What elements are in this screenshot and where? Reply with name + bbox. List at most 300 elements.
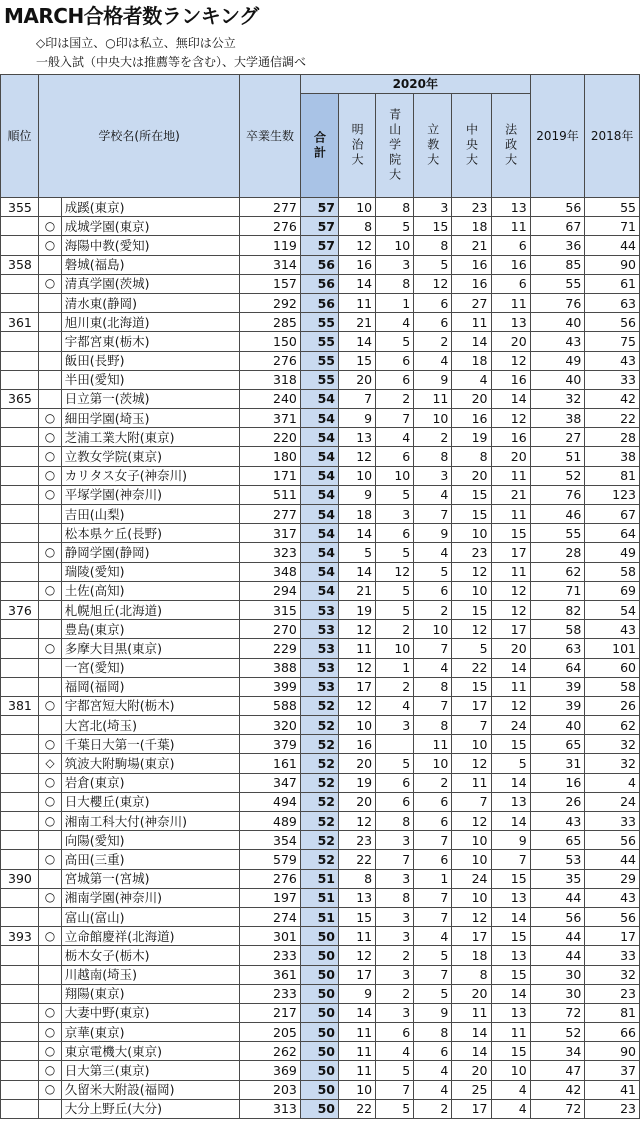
y2018-cell: 32	[585, 965, 640, 984]
aoyama-cell: 2	[376, 389, 414, 408]
rikkyo-cell: 6	[414, 293, 452, 312]
rank-cell	[1, 792, 39, 811]
school-name: 大妻中野(東京)	[61, 1003, 239, 1022]
graduates-cell: 197	[240, 888, 301, 907]
chuo-cell: 24	[452, 869, 491, 888]
rank-cell	[1, 447, 39, 466]
total-cell: 52	[300, 696, 338, 715]
meiji-cell: 9	[339, 409, 376, 428]
rikkyo-cell: 4	[414, 658, 452, 677]
chuo-cell: 23	[452, 198, 491, 217]
school-name: 札幌旭丘(北海道)	[61, 600, 239, 619]
aoyama-cell: 10	[376, 466, 414, 485]
rank-cell	[1, 658, 39, 677]
chuo-cell: 23	[452, 543, 491, 562]
graduates-cell: 348	[240, 562, 301, 581]
y2019-cell: 35	[530, 869, 585, 888]
graduates-cell: 371	[240, 409, 301, 428]
chuo-cell: 15	[452, 485, 491, 504]
y2018-cell: 90	[585, 1042, 640, 1061]
y2018-cell: 37	[585, 1061, 640, 1080]
rank-cell	[1, 831, 39, 850]
type-mark	[39, 293, 62, 312]
rikkyo-cell: 7	[414, 965, 452, 984]
total-cell: 54	[300, 447, 338, 466]
aoyama-cell: 3	[376, 869, 414, 888]
y2018-cell: 32	[585, 754, 640, 773]
graduates-cell: 292	[240, 293, 301, 312]
meiji-cell: 21	[339, 581, 376, 600]
table-row	[1, 888, 640, 907]
aoyama-cell: 4	[376, 428, 414, 447]
y2019-cell: 76	[530, 293, 585, 312]
y2019-cell: 71	[530, 581, 585, 600]
table-row	[1, 965, 640, 984]
y2018-cell: 56	[585, 831, 640, 850]
y2018-cell: 123	[585, 485, 640, 504]
y2018-cell: 69	[585, 581, 640, 600]
meiji-cell: 22	[339, 850, 376, 869]
school-name: 宮城第一(宮城)	[61, 869, 239, 888]
hosei-cell: 14	[491, 907, 530, 926]
rank-cell	[1, 1023, 39, 1042]
rank-cell	[1, 907, 39, 926]
chuo-cell: 15	[452, 677, 491, 696]
rikkyo-cell: 5	[414, 255, 452, 274]
aoyama-cell: 2	[376, 946, 414, 965]
rank-cell	[1, 562, 39, 581]
hosei-cell: 10	[491, 1061, 530, 1080]
rank-cell	[1, 1003, 39, 1022]
chuo-cell: 20	[452, 984, 491, 1003]
rank-cell	[1, 850, 39, 869]
chuo-cell: 12	[452, 812, 491, 831]
rikkyo-cell: 9	[414, 1003, 452, 1022]
school-name: 日大第三(東京)	[61, 1061, 239, 1080]
aoyama-cell: 4	[376, 696, 414, 715]
hosei-cell: 16	[491, 428, 530, 447]
chuo-cell: 15	[452, 505, 491, 524]
meiji-cell: 9	[339, 984, 376, 1003]
rank-cell	[1, 735, 39, 754]
hosei-cell: 16	[491, 370, 530, 389]
chuo-cell: 10	[452, 735, 491, 754]
total-cell: 51	[300, 869, 338, 888]
type-mark: ○	[39, 581, 62, 600]
type-mark	[39, 389, 62, 408]
total-cell: 54	[300, 389, 338, 408]
chuo-cell: 12	[452, 907, 491, 926]
rikkyo-cell: 3	[414, 198, 452, 217]
page-title: MARCH合格者数ランキング	[4, 4, 259, 28]
y2018-cell: 32	[585, 735, 640, 754]
rikkyo-cell: 10	[414, 620, 452, 639]
table-row	[1, 984, 640, 1003]
meiji-cell: 14	[339, 1003, 376, 1022]
hosei-cell: 16	[491, 255, 530, 274]
hosei-cell: 15	[491, 1042, 530, 1061]
rank-cell	[1, 812, 39, 831]
rank-cell	[1, 370, 39, 389]
graduates-cell: 294	[240, 581, 301, 600]
chuo-cell: 10	[452, 831, 491, 850]
table-row	[1, 639, 640, 658]
total-cell: 55	[300, 370, 338, 389]
table-row	[1, 293, 640, 312]
rank-cell	[1, 581, 39, 600]
y2019-cell: 72	[530, 1003, 585, 1022]
y2018-cell: 23	[585, 1099, 640, 1118]
hosei-cell: 17	[491, 620, 530, 639]
table-row	[1, 485, 640, 504]
rikkyo-cell: 2	[414, 332, 452, 351]
rikkyo-cell: 9	[414, 370, 452, 389]
graduates-cell: 150	[240, 332, 301, 351]
chuo-cell: 11	[452, 1003, 491, 1022]
total-cell: 55	[300, 351, 338, 370]
meiji-cell: 14	[339, 562, 376, 581]
type-mark: ○	[39, 1003, 62, 1022]
aoyama-cell: 7	[376, 1080, 414, 1099]
aoyama-cell: 8	[376, 274, 414, 293]
aoyama-cell: 2	[376, 677, 414, 696]
hosei-cell: 12	[491, 696, 530, 715]
meiji-cell: 17	[339, 677, 376, 696]
header-aoyama: 青山学院大	[376, 94, 414, 198]
table-row	[1, 236, 640, 255]
chuo-cell: 7	[452, 716, 491, 735]
graduates-cell: 588	[240, 696, 301, 715]
chuo-cell: 20	[452, 466, 491, 485]
meiji-cell: 8	[339, 869, 376, 888]
y2019-cell: 43	[530, 332, 585, 351]
rikkyo-cell: 2	[414, 773, 452, 792]
type-mark: ○	[39, 1080, 62, 1099]
hosei-cell: 12	[491, 581, 530, 600]
school-name: 栃木女子(栃木)	[61, 946, 239, 965]
rikkyo-cell: 7	[414, 888, 452, 907]
y2019-cell: 16	[530, 773, 585, 792]
y2019-cell: 30	[530, 965, 585, 984]
hosei-cell: 24	[491, 716, 530, 735]
type-mark	[39, 620, 62, 639]
rank-cell	[1, 428, 39, 447]
rikkyo-cell: 11	[414, 735, 452, 754]
rikkyo-cell: 6	[414, 850, 452, 869]
graduates-cell: 203	[240, 1080, 301, 1099]
chuo-cell: 14	[452, 1042, 491, 1061]
rikkyo-cell: 5	[414, 562, 452, 581]
y2018-cell: 38	[585, 447, 640, 466]
meiji-cell: 15	[339, 907, 376, 926]
y2018-cell: 43	[585, 351, 640, 370]
table-row	[1, 1042, 640, 1061]
total-cell: 53	[300, 620, 338, 639]
meiji-cell: 22	[339, 1099, 376, 1118]
type-mark: ○	[39, 1042, 62, 1061]
graduates-cell: 276	[240, 217, 301, 236]
school-name: 飯田(長野)	[61, 351, 239, 370]
rank-cell	[1, 716, 39, 735]
aoyama-cell: 2	[376, 620, 414, 639]
hosei-cell: 11	[491, 293, 530, 312]
hosei-cell: 6	[491, 274, 530, 293]
total-cell: 50	[300, 984, 338, 1003]
rikkyo-cell: 1	[414, 869, 452, 888]
meiji-cell: 12	[339, 658, 376, 677]
chuo-cell: 12	[452, 620, 491, 639]
hosei-cell: 12	[491, 600, 530, 619]
rikkyo-cell: 6	[414, 1042, 452, 1061]
school-name: 日立第一(茨城)	[61, 389, 239, 408]
aoyama-cell: 6	[376, 351, 414, 370]
total-cell: 54	[300, 543, 338, 562]
school-name: 芝浦工業大附(東京)	[61, 428, 239, 447]
meiji-cell: 11	[339, 1023, 376, 1042]
total-cell: 53	[300, 600, 338, 619]
y2019-cell: 51	[530, 447, 585, 466]
type-mark	[39, 600, 62, 619]
rank-cell	[1, 485, 39, 504]
graduates-cell: 205	[240, 1023, 301, 1042]
y2018-cell: 4	[585, 773, 640, 792]
type-mark: ○	[39, 447, 62, 466]
type-mark	[39, 907, 62, 926]
hosei-cell: 13	[491, 198, 530, 217]
graduates-cell: 180	[240, 447, 301, 466]
rikkyo-cell: 2	[414, 1099, 452, 1118]
table-row	[1, 831, 640, 850]
rank-cell: 355	[1, 198, 39, 217]
aoyama-cell: 2	[376, 984, 414, 1003]
type-mark: ◇	[39, 754, 62, 773]
rikkyo-cell: 12	[414, 274, 452, 293]
y2019-cell: 65	[530, 735, 585, 754]
aoyama-cell: 7	[376, 409, 414, 428]
total-cell: 54	[300, 409, 338, 428]
school-name: 吉田(山梨)	[61, 505, 239, 524]
chuo-cell: 16	[452, 255, 491, 274]
type-mark: ○	[39, 735, 62, 754]
total-cell: 50	[300, 1003, 338, 1022]
total-cell: 52	[300, 716, 338, 735]
total-cell: 50	[300, 965, 338, 984]
meiji-cell: 14	[339, 274, 376, 293]
rikkyo-cell: 7	[414, 696, 452, 715]
rank-cell	[1, 1042, 39, 1061]
aoyama-cell: 6	[376, 524, 414, 543]
total-cell: 50	[300, 1099, 338, 1118]
total-cell: 54	[300, 524, 338, 543]
aoyama-cell: 4	[376, 1042, 414, 1061]
school-name: 半田(愛知)	[61, 370, 239, 389]
table-row	[1, 255, 640, 274]
rank-cell	[1, 620, 39, 639]
table-row	[1, 274, 640, 293]
y2018-cell: 24	[585, 792, 640, 811]
total-cell: 53	[300, 639, 338, 658]
total-cell: 52	[300, 754, 338, 773]
y2018-cell: 54	[585, 600, 640, 619]
table-row	[1, 447, 640, 466]
aoyama-cell: 8	[376, 198, 414, 217]
aoyama-cell: 3	[376, 716, 414, 735]
rank-cell	[1, 466, 39, 485]
hosei-cell: 15	[491, 869, 530, 888]
meiji-cell: 10	[339, 1080, 376, 1099]
meiji-cell: 7	[339, 389, 376, 408]
y2019-cell: 43	[530, 812, 585, 831]
type-mark: ○	[39, 927, 62, 946]
type-mark	[39, 505, 62, 524]
y2018-cell: 61	[585, 274, 640, 293]
total-cell: 53	[300, 658, 338, 677]
table-row	[1, 351, 640, 370]
y2018-cell: 56	[585, 313, 640, 332]
school-name: 立命館慶祥(北海道)	[61, 927, 239, 946]
header-hosei: 法政大	[491, 94, 530, 198]
graduates-cell: 171	[240, 466, 301, 485]
aoyama-cell: 5	[376, 543, 414, 562]
graduates-cell: 277	[240, 198, 301, 217]
aoyama-cell: 6	[376, 773, 414, 792]
school-name: 土佐(高知)	[61, 581, 239, 600]
chuo-cell: 8	[452, 447, 491, 466]
rikkyo-cell: 8	[414, 236, 452, 255]
hosei-cell: 7	[491, 850, 530, 869]
y2019-cell: 52	[530, 466, 585, 485]
table-row	[1, 792, 640, 811]
graduates-cell: 388	[240, 658, 301, 677]
y2019-cell: 42	[530, 1080, 585, 1099]
y2018-cell: 33	[585, 946, 640, 965]
y2019-cell: 72	[530, 1099, 585, 1118]
y2018-cell: 33	[585, 812, 640, 831]
rank-cell	[1, 293, 39, 312]
total-cell: 54	[300, 562, 338, 581]
meiji-cell: 20	[339, 754, 376, 773]
rank-cell	[1, 773, 39, 792]
rikkyo-cell: 11	[414, 389, 452, 408]
type-mark	[39, 370, 62, 389]
rikkyo-cell: 7	[414, 639, 452, 658]
graduates-cell: 217	[240, 1003, 301, 1022]
hosei-cell: 12	[491, 351, 530, 370]
table-row	[1, 524, 640, 543]
aoyama-cell: 3	[376, 965, 414, 984]
y2019-cell: 28	[530, 543, 585, 562]
school-name: 大宮北(埼玉)	[61, 716, 239, 735]
type-mark	[39, 965, 62, 984]
y2018-cell: 75	[585, 332, 640, 351]
rikkyo-cell: 8	[414, 1023, 452, 1042]
rikkyo-cell: 2	[414, 600, 452, 619]
total-cell: 56	[300, 293, 338, 312]
school-name: 高田(三重)	[61, 850, 239, 869]
chuo-cell: 21	[452, 236, 491, 255]
table-row	[1, 1080, 640, 1099]
rikkyo-cell: 5	[414, 984, 452, 1003]
rikkyo-cell: 4	[414, 1080, 452, 1099]
type-mark: ○	[39, 274, 62, 293]
hosei-cell: 14	[491, 773, 530, 792]
y2019-cell: 63	[530, 639, 585, 658]
total-cell: 52	[300, 812, 338, 831]
graduates-cell: 274	[240, 907, 301, 926]
total-cell: 57	[300, 236, 338, 255]
chuo-cell: 10	[452, 888, 491, 907]
chuo-cell: 18	[452, 217, 491, 236]
rank-cell	[1, 1099, 39, 1118]
meiji-cell: 20	[339, 792, 376, 811]
total-cell: 54	[300, 581, 338, 600]
aoyama-cell: 4	[376, 313, 414, 332]
school-name: 松本県ケ丘(長野)	[61, 524, 239, 543]
rank-cell	[1, 274, 39, 293]
type-mark	[39, 313, 62, 332]
school-name: 岩倉(東京)	[61, 773, 239, 792]
school-name: 磐城(福島)	[61, 255, 239, 274]
rank-cell: 365	[1, 389, 39, 408]
rikkyo-cell: 4	[414, 543, 452, 562]
school-name: 久留米大附設(福岡)	[61, 1080, 239, 1099]
header-meiji: 明治大	[339, 94, 376, 198]
aoyama-cell: 3	[376, 505, 414, 524]
total-cell: 52	[300, 831, 338, 850]
table-row	[1, 1061, 640, 1080]
rank-cell	[1, 1061, 39, 1080]
hosei-cell: 20	[491, 332, 530, 351]
type-mark	[39, 716, 62, 735]
y2018-cell: 67	[585, 505, 640, 524]
hosei-cell: 12	[491, 409, 530, 428]
hosei-cell: 15	[491, 965, 530, 984]
header-year-2020: 2020年	[300, 75, 530, 94]
y2018-cell: 49	[585, 543, 640, 562]
school-name: 清水東(静岡)	[61, 293, 239, 312]
total-cell: 57	[300, 198, 338, 217]
y2018-cell: 44	[585, 850, 640, 869]
meiji-cell: 18	[339, 505, 376, 524]
hosei-cell: 14	[491, 389, 530, 408]
header-school: 学校名(所在地)	[39, 75, 240, 198]
aoyama-cell: 3	[376, 907, 414, 926]
y2018-cell: 44	[585, 236, 640, 255]
graduates-cell: 276	[240, 351, 301, 370]
chuo-cell: 7	[452, 792, 491, 811]
total-cell: 54	[300, 485, 338, 504]
y2018-cell: 58	[585, 677, 640, 696]
type-mark: ○	[39, 1061, 62, 1080]
y2018-cell: 81	[585, 466, 640, 485]
hosei-cell: 13	[491, 1003, 530, 1022]
total-cell: 50	[300, 927, 338, 946]
rikkyo-cell: 6	[414, 812, 452, 831]
header-total: 合計	[300, 94, 338, 198]
type-mark	[39, 1099, 62, 1118]
table-row	[1, 927, 640, 946]
header-2018: 2018年	[585, 75, 640, 198]
meiji-cell: 23	[339, 831, 376, 850]
y2018-cell: 28	[585, 428, 640, 447]
aoyama-cell: 1	[376, 293, 414, 312]
rikkyo-cell: 15	[414, 217, 452, 236]
rank-cell: 376	[1, 600, 39, 619]
table-row	[1, 313, 640, 332]
total-cell: 52	[300, 850, 338, 869]
rikkyo-cell: 8	[414, 447, 452, 466]
y2018-cell: 43	[585, 620, 640, 639]
